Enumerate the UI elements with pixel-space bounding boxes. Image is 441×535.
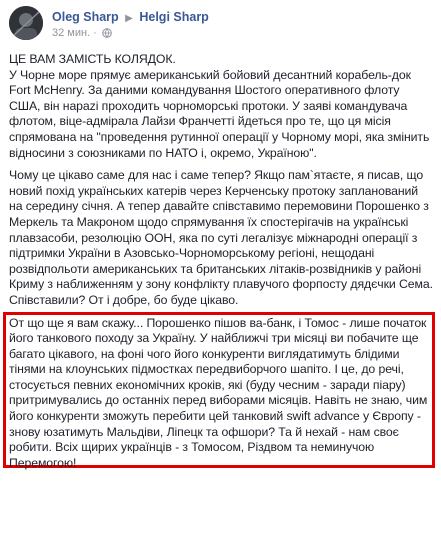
author-name-link[interactable]: Oleg Sharp <box>52 10 119 24</box>
globe-icon[interactable] <box>102 28 112 38</box>
highlighted-block <box>9 316 433 472</box>
shared-to-arrow-icon: ▶ <box>125 13 133 24</box>
post-author-line <box>52 10 209 24</box>
post-header <box>0 0 441 50</box>
post-paragraph-1: ЦЕ ВАМ ЗАМІСТЬ КОЛЯДОК. У Чорне море прямує американський бойовий десантний корабель-док Fort McHenry. За даними командування Шостого оперативного флоту США, він нарazі проходить чорноморські протоки. У заяві командувача флотом, віце-адмірала Лайзи Франчетті йдеться про те, що ця місія спрямована на "проведення рутинної операції у Чорному морі, яка змінить відносини з союзниками по НАТО і, окремо, Україною". <box>9 52 430 160</box>
target-profile-link[interactable]: Helgi Sharp <box>139 10 209 24</box>
post-timestamp-link[interactable]: 32 мин. <box>52 27 91 39</box>
post-paragraph-3: От що ще я вам скажу... Порошенко пішов ва-банк, і Томос - лише початок його танкового походу за Україну. У найближчі три місяці ви побачите ще багато цікавого, на фоні чого його конкуренти виглядатимуть блідими тінями на клоунських підмостках передвиборчого шапіто. І це, до речі, стосується певних економічних кроків, які (буду чесним - заради піару) притримувались до останніх перед виборами місяців. Навіть не знаю, чим його конкуренти зможуть перебити цей танковий swift advance у Європу - знову юзатимуть Мальдіви, Ліпецк та офшори? Та й нехай - нам своє робити. Всіх щирих українців - з Томосом, Різдвом та неминучою Перемогою! <box>9 315 428 470</box>
post-body <box>9 52 433 478</box>
post-paragraph-2: Чому це цікаво саме для нас і саме тепер? Якщо пам`ятаєте, я писав, що новий похід українських катерів через Керченську протоку запланований на середину січня. А тепер давайте співставимо перемовини Порошенко з Меркель та Макроном щодо спрямування їх спостерігачів на українські плавзасоби, резолюцію ООН, яка по суті легалізує міжнародні операції з підтримки України в Азовсько-Чорноморському регіоні, нещодані розвідпольоти американських та британських літаків-розвідників у районі Криму з наближенням у зону конфлікту плавучого форпосту дядєчки Сема. Співставили? От і добре, бо буде цікаво. <box>9 168 433 307</box>
author-avatar[interactable] <box>9 6 43 40</box>
post-meta: 32 мин. · <box>52 27 112 39</box>
